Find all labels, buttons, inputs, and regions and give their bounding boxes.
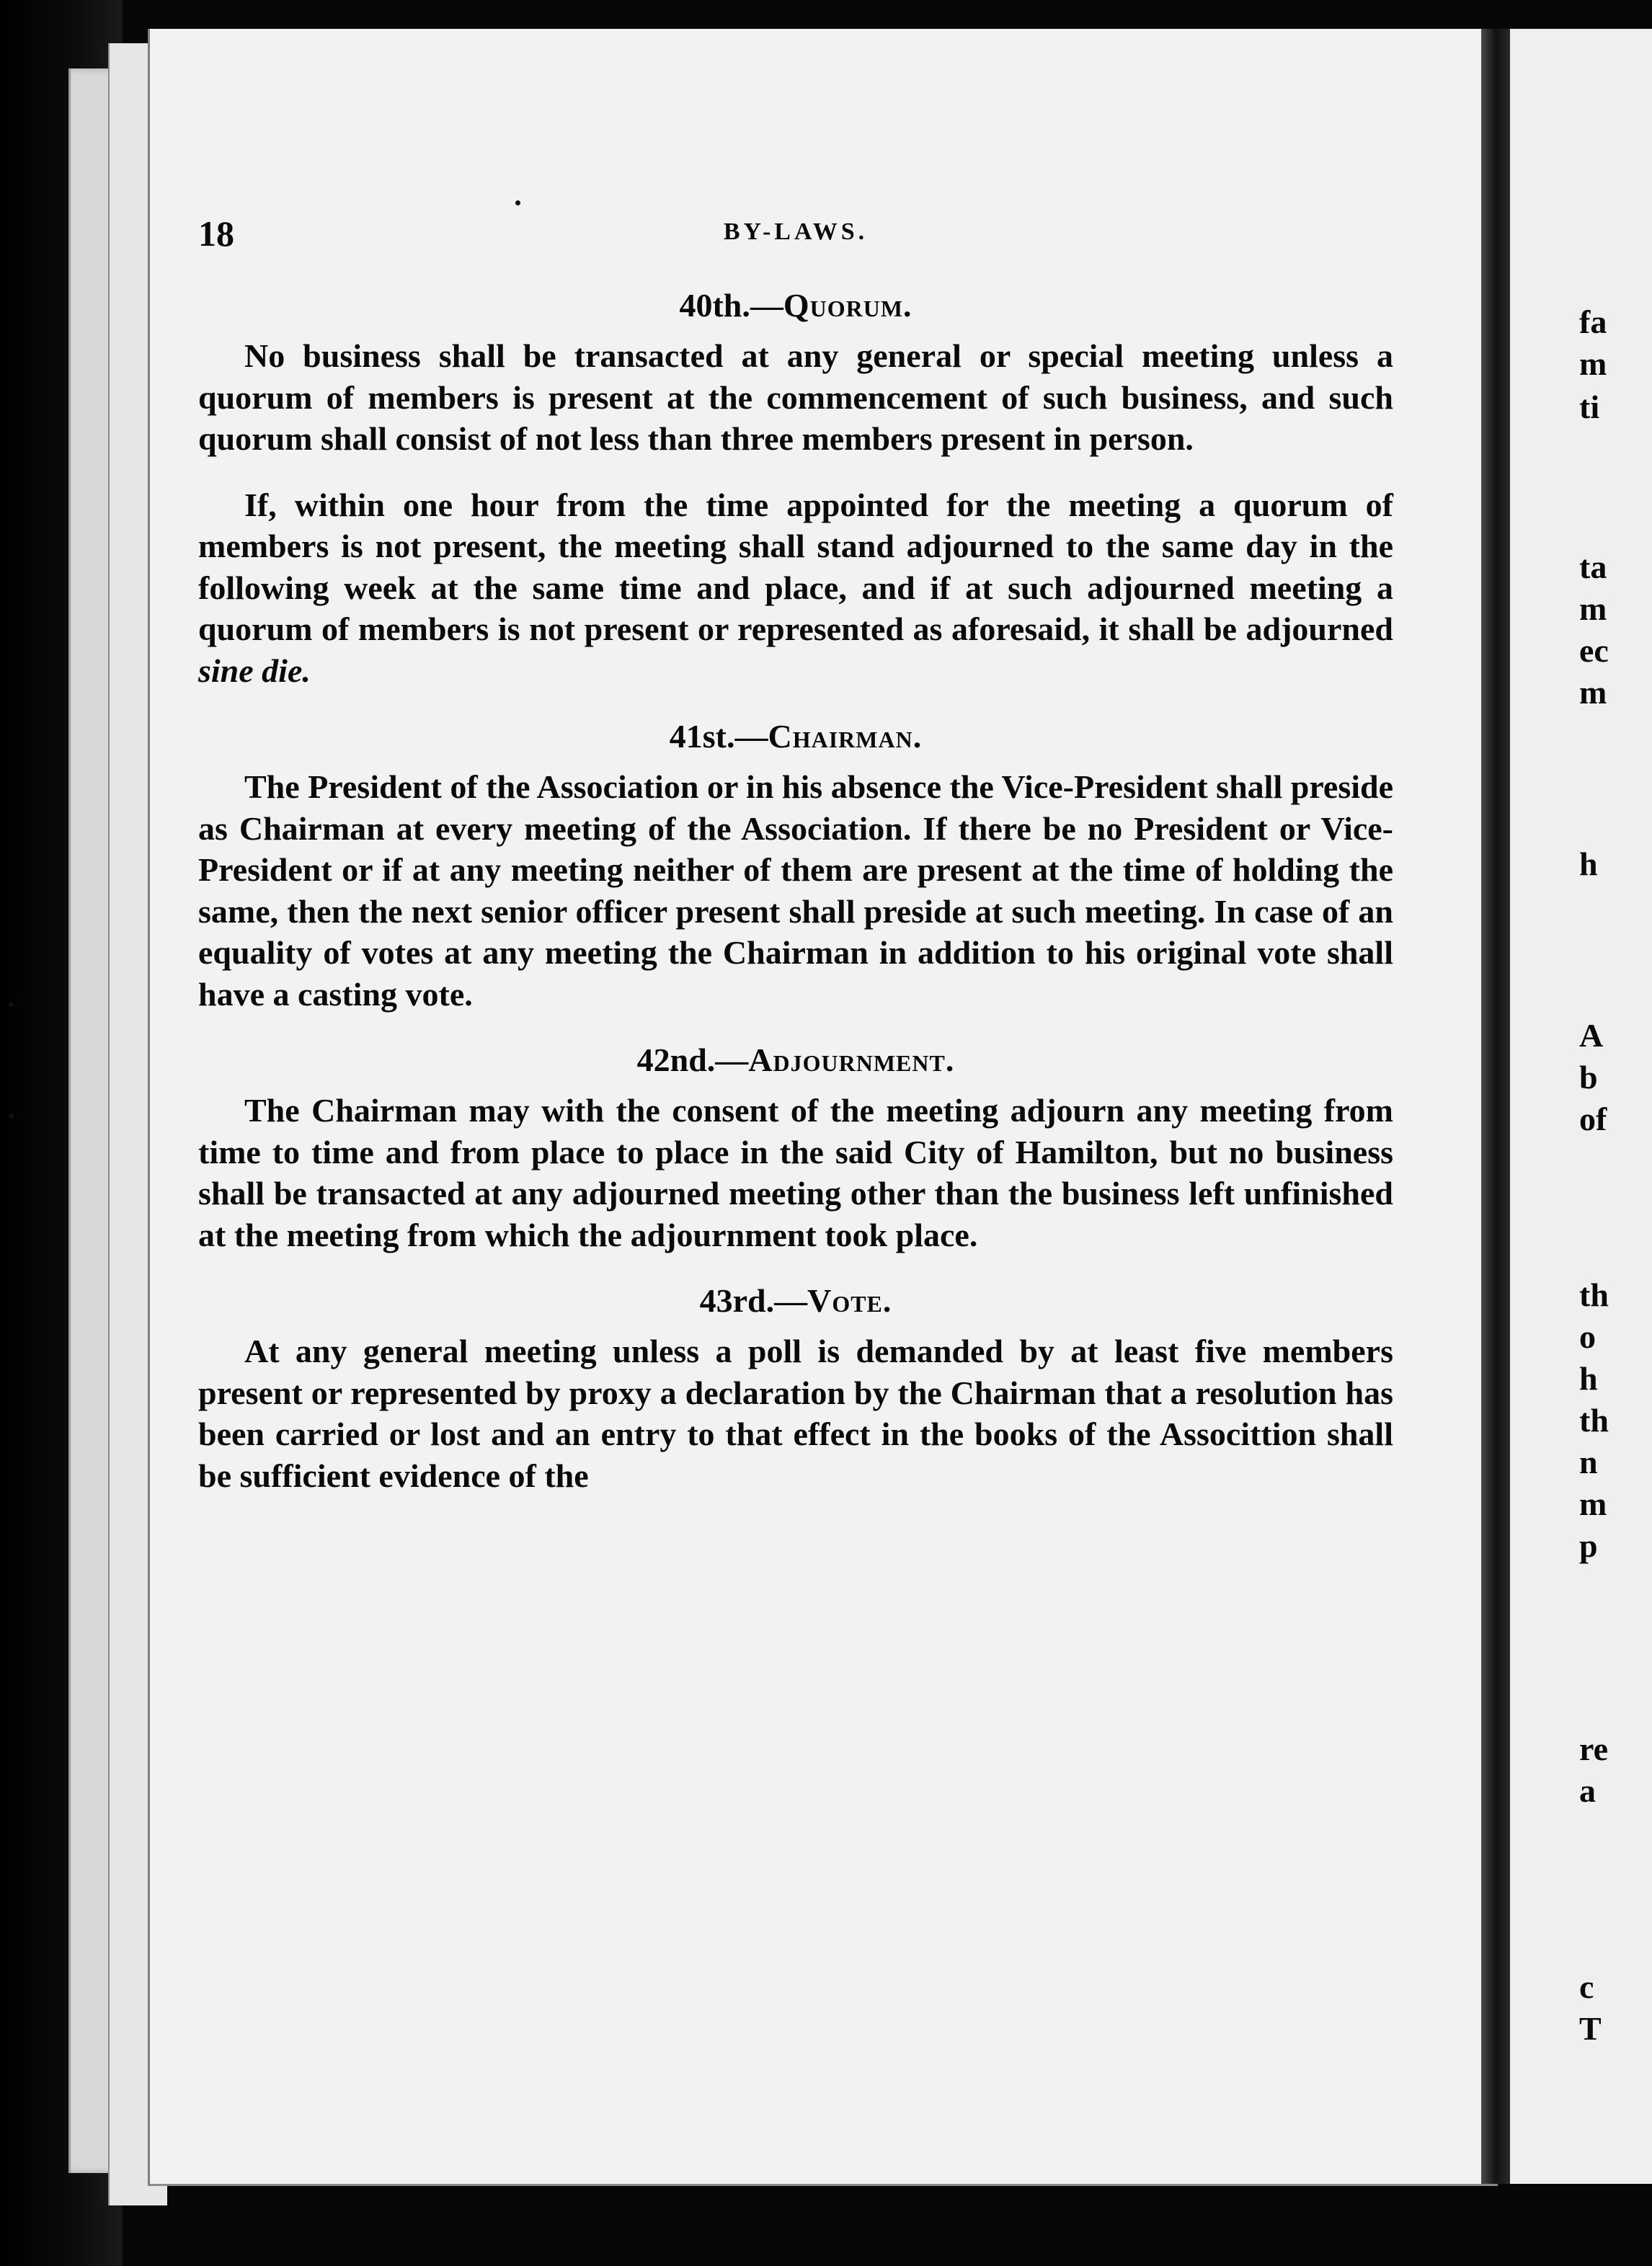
facing-page-fragment: h (1579, 1360, 1598, 1397)
section-title: Vote. (807, 1282, 892, 1319)
facing-page-fragment: of (1579, 1101, 1607, 1137)
page-number: 18 (198, 213, 234, 254)
facing-page-fragment: ta (1579, 548, 1607, 585)
section-heading-40 (198, 285, 1393, 326)
paragraph: At any general meeting unless a poll is demanded by at least five members present or represented by proxy a declaration by the Chairman that a resolution has been carried or lost and an entry to that effect in the books of the Associttion shall be sufficient evidence of the (198, 1333, 1393, 1494)
facing-page-fragment: o (1579, 1318, 1596, 1355)
facing-page-fragment: m (1579, 674, 1607, 711)
section-title: Quorum. (783, 287, 912, 324)
italic-phrase: sine die. (198, 652, 311, 689)
paragraph: The Chairman may with the consent of the meeting adjourn any meeting from time to time and from place to place in the said City of Hamilton, but no business shall be transacted at any adjourned meeting other than the business left unfinished at the meeting from which the adjournment took place. (198, 1092, 1393, 1253)
facing-page-fragment: m (1579, 590, 1607, 627)
page-body (198, 285, 1393, 1521)
running-head: BY-LAWS. (723, 218, 869, 245)
facing-page-fragment: m (1579, 1485, 1607, 1522)
section-number: 43rd.— (699, 1282, 808, 1319)
section-title: Adjournment. (748, 1041, 955, 1078)
facing-page-fragment: a (1579, 1772, 1596, 1809)
facing-page-fragment: T (1579, 2010, 1602, 2047)
facing-page-fragment: h (1579, 845, 1598, 882)
facing-page-fragment: th (1579, 1276, 1609, 1313)
facing-page-fragment: fa (1579, 303, 1607, 340)
section-heading-41 (198, 716, 1393, 757)
section-number: 42nd.— (636, 1041, 749, 1078)
facing-page-fragment: c (1579, 1968, 1594, 2005)
facing-page-fragment: re (1579, 1730, 1609, 1767)
section-heading-43 (198, 1280, 1393, 1322)
speck (515, 200, 520, 205)
speck (9, 1114, 14, 1119)
paragraph: No business shall be transacted at any general or special meeting unless a quorum of members is present at the commencement of such business, and such quorum shall consist of not less than three members present in person. (198, 337, 1393, 457)
facing-page-fragment: th (1579, 1402, 1609, 1439)
facing-page-fragment: n (1579, 1444, 1598, 1480)
facing-page-fragment: A (1579, 1017, 1604, 1054)
section-heading-42 (198, 1039, 1393, 1081)
paragraph (198, 484, 1393, 692)
facing-page-fragment: p (1579, 1527, 1598, 1564)
speck (9, 1002, 14, 1007)
section-number: 41st.— (669, 718, 768, 755)
page-header (198, 213, 1393, 263)
facing-page-fragment: m (1579, 345, 1607, 382)
book-gutter (1481, 29, 1510, 2184)
paragraph-text: If, within one hour from the time appointed for the meeting a quorum of members is not present, the meeting shall stand adjourned to the same day in the following week at the same time and place, and if at such adjourned meeting a quorum of members is not present or represented as aforesaid, it shall be adjourned (198, 486, 1393, 647)
section-number: 40th.— (679, 287, 783, 324)
facing-page-fragment: b (1579, 1059, 1598, 1096)
facing-page-fragment: ti (1579, 388, 1600, 425)
facing-page-fragment: ec (1579, 632, 1609, 669)
paragraph: The President of the Association or in his absence the Vice-President shall preside as Chairman at every meeting of the Association. If there be no President or Vice-President or if at any meeting neither of them are present at the time of holding the same, then the next senior officer present shall preside at such meeting. In case of an equality of votes at any meeting the Chairman in addition to his original vote shall have a casting vote. (198, 768, 1393, 1013)
facing-page-edge (1510, 29, 1652, 2184)
section-title: Chairman. (768, 718, 923, 755)
